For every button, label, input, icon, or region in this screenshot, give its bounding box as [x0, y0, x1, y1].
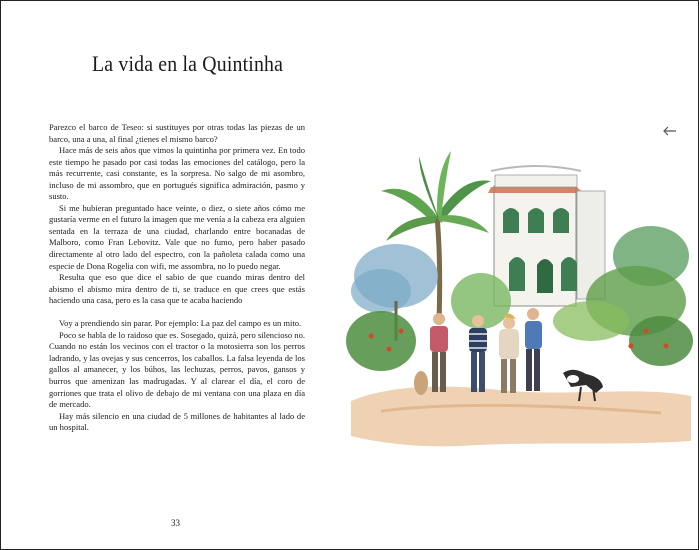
chapter-title: La vida en la Quintinha	[92, 51, 284, 76]
paragraph-six-years: Hace más de seis años que vimos la quintinha por primera vez. En todo este tiempo he pasado por casi todas las emociones del catálogo, pero la más recurrente, casi constante, es la sorpresa. No salgo de mi asombro, incluso de mi assombro, que en portugués significa admiración, pasmo y susto.	[49, 145, 305, 202]
right-page	[341, 1, 698, 549]
body-text	[49, 122, 305, 434]
paragraph-silence: Hay más silencio en una ciudad de 5 millones de habitantes al lado de un hospital.	[49, 410, 305, 433]
paragraph-future: Si me hubieran preguntado hace veinte, o diez, o siete años cómo me gustaría verme en el futuro la imagen que me venía a la cabeza era alguien sentada en la terraza de una ciudad, charlando entre bocanadas de Malboro, como Fran Lebovitz. Vale que no fumo, pero haber pasado directamente al otro lado del espectro, con la pañoleta calada como una especie de Dona Rogelia con wifi, me assombra, no lo puedo negar.	[49, 202, 305, 271]
paragraph-learning: Voy a prendiendo sin parar. Por ejemplo: La paz del campo es un mito.	[59, 318, 302, 329]
paragraph-noise: Poco se habla de lo raidoso que es. Sosegado, quizá, pero silencioso no. Cuando no están los vecinos con el tractor o la motosierra son los perros ladrando, y las ovejas y sus cencerros, los caballos. La falsa leyenda de los gallos al amanecer, y los búhos, las lechuzas, perros, pavos, gansos y burros que amenizan las madrugadas. Y al clarear el día, el coro de gorriones que trata el olivo de debajo de mi ventana con una plaza en día de mercado.	[49, 329, 305, 410]
paragraph-theseus: Parezco el barco de Teseo: si sustituyes por otras todas las piezas de un barco, una a una, al final ¿tienes el mismo barco?	[49, 122, 305, 144]
ground	[351, 387, 691, 447]
paragraph-abyss: Resulta que eso que dice el sabio de que cuando miras dentro del abismo el abismo mira dentro de ti, se traduce en que crees que estás haciendo una casa, pero es la casa que te acaba haciendo	[49, 272, 305, 306]
quinta-illustration	[341, 1, 698, 549]
left-page	[1, 1, 341, 549]
page-number: 33	[171, 518, 180, 528]
